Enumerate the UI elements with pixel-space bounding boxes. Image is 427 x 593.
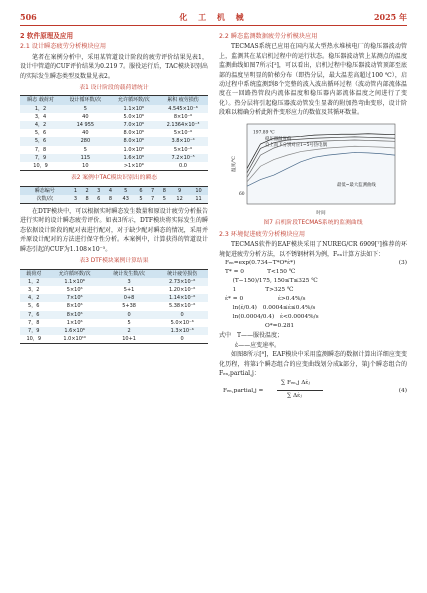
table-cell: 5 — [139, 195, 143, 202]
table-cell: 5，6 — [34, 130, 47, 137]
table-cell: 1×10⁶ — [66, 319, 83, 326]
table-header-cell: 允许循环数/次 — [117, 97, 150, 104]
table-cell: 5×10⁶ — [66, 286, 83, 293]
table-cell: 3，4 — [34, 113, 47, 120]
table1-caption: 表1 设计阶段的载荷谱统计 — [79, 85, 149, 92]
table-cell: 3 — [97, 187, 101, 194]
table-row — [20, 319, 208, 327]
table-cell: 115 — [80, 154, 91, 161]
table-cell: 7 — [151, 195, 155, 202]
table-cell: 4.545×10⁻⁶ — [168, 105, 198, 112]
table-row — [20, 302, 208, 310]
figure7-chart — [231, 120, 399, 216]
table-cell: 5×10⁻⁶ — [173, 146, 193, 153]
table-cell: 5.0×10⁶ — [123, 113, 145, 120]
table-cell: 3，2 — [28, 286, 40, 293]
table3 — [20, 269, 208, 345]
table-cell: 5，6 — [28, 303, 40, 310]
table-row — [20, 105, 208, 113]
table-cell: 7，8 — [34, 146, 47, 153]
table-cell: 4 — [108, 187, 113, 194]
equation-line: T* = 0 T<150 ℃ — [225, 269, 296, 276]
table-cell: 8 — [162, 187, 166, 194]
table-row — [20, 327, 208, 335]
plot-area — [247, 124, 395, 204]
line-chart — [231, 120, 399, 216]
paragraph: TECMAS系统已应用在国内某大型热水堆核电厂的稳压器波动管上，监测其在某启机过程中的运行状态。稳压器波动管上某测点的温度监测曲线如图7所示[²]，可以看出，启机过程中稳压器波动管顶部至底部的温度呈明显的阶梯分布（即热分层，最大温差高超过100 ℃），启动过程中系统监测到8个完整的波入波出循环过程（波动管内部流体温度在一回路热管段内流体温度和稳压器内部流体温度之间进行了变化）。热分层将引起稳压器波动管发生显著的附加热弯曲变形，设计阶段难以精确分析此附件变形应力的数值及其循环数量。 — [219, 43, 407, 117]
table-cell: 10，9 — [33, 163, 48, 170]
equation-3 — [219, 259, 407, 331]
table-cell: 8.0×10⁶ — [123, 130, 145, 137]
equation-lhs: Fₑₙ,partial,j = — [223, 388, 264, 395]
table-cell: 5.0×10⁻⁶ — [170, 319, 194, 326]
equation-number: (4) — [398, 388, 407, 395]
table-row — [20, 335, 208, 344]
where-clause — [219, 331, 407, 340]
table-header-cell: 统计疲劳损伤 — [167, 270, 198, 277]
table-cell: 9 — [177, 187, 182, 194]
table-cell: 1，2 — [28, 278, 40, 285]
table-cell: 7×10⁶ — [66, 295, 83, 302]
table-cell: 12 — [176, 195, 183, 202]
table-row — [20, 113, 208, 121]
table2-row-label: 瞬态编号 — [34, 187, 55, 194]
table-cell: 7，6 — [28, 311, 40, 318]
table-cell: 1 — [73, 187, 78, 194]
subsection-heading: 2.2 瞬态监测数据疲劳分析模块应用 — [219, 33, 318, 40]
table-cell: 0 — [127, 311, 131, 318]
page-header — [20, 12, 407, 26]
table-cell: 8 — [108, 195, 113, 202]
table-cell: 1.0×10⁶ — [123, 146, 145, 153]
equation-line: 1 T>325 ℃ — [225, 287, 294, 294]
equation-denominator: ∑ Δε̇ⱼ — [287, 393, 302, 400]
table-cell: >1×10⁹ — [123, 163, 144, 170]
chart-annotation: 最低~最大监测曲线 — [337, 182, 376, 188]
subsection-heading: 2.1 设计瞬态疲劳分析模块应用 — [20, 43, 107, 51]
equation-line: ε̇* = 0 ε̇>0.4%/s — [225, 296, 306, 303]
table-row — [20, 137, 208, 145]
table1 — [20, 95, 208, 171]
table-cell: 1，2 — [34, 105, 47, 112]
table-cell: 3 — [73, 195, 78, 202]
table-cell: 280 — [80, 138, 91, 145]
equation-line: Fₑₙ=exp(0.734−T*O*ε̇*) — [225, 260, 296, 267]
journal-year: 2025 年 — [373, 12, 407, 22]
table3-caption: 表3 DTF模块案例计算结果 — [79, 258, 149, 265]
y-axis-label: 温度/℃ — [232, 155, 237, 172]
table-row — [20, 154, 208, 162]
table2 — [20, 186, 208, 204]
table-cell: 8 — [85, 195, 89, 202]
chart-annotation: 60 — [239, 191, 245, 197]
table-cell: 6 — [139, 187, 143, 194]
table-cell: 4，2 — [28, 295, 40, 302]
table-cell: 0 — [180, 336, 184, 343]
table2-caption: 表2 案例中TAC模块识别出的瞬态 — [70, 175, 158, 182]
table-cell: 5.38×10⁻⁶ — [168, 303, 196, 310]
table-cell: 3.8×10⁻⁴ — [171, 138, 195, 145]
equation-line: O*=0.281 — [265, 323, 295, 330]
paragraph: TECMAS软件的EAF模块采用了NUREG/CR 6909[⁷]推荐的环境促进疲劳分析方法，以不锈钢材料为例，Fₑₙ计算方法如下： — [219, 241, 407, 258]
table-cell: 5，6 — [34, 138, 47, 145]
equation-numerator: ∑ Fₑₙ,j Δε̇ⱼ — [281, 380, 310, 387]
table-cell: 5×10⁻⁶ — [173, 130, 193, 137]
where-label: 式中 — [219, 332, 232, 340]
table-cell: 4，2 — [34, 122, 47, 129]
table-cell: 40 — [82, 113, 89, 120]
section-heading: 2 软件原理及应用 — [20, 32, 74, 40]
fraction-bar — [277, 390, 323, 391]
header-rule — [20, 25, 407, 26]
table-cell: 2 — [85, 187, 89, 194]
table-header-cell: 瞬态 载荷对 — [27, 97, 54, 104]
chart-annotation: 稳压器温度值 — [265, 136, 292, 142]
table-cell: 5 — [162, 195, 166, 202]
table-cell: 1.14×10⁻⁶ — [168, 295, 196, 302]
table-cell: 5 — [83, 105, 87, 112]
table-cell: 1.3×10⁻⁶ — [170, 327, 194, 334]
table-cell: 8.0×10⁶ — [123, 138, 145, 145]
table-cell: 10，9 — [26, 336, 41, 343]
table-cell: 7，9 — [28, 327, 40, 334]
table-cell: 5 — [124, 187, 128, 194]
table-row — [20, 162, 208, 171]
table-row — [20, 286, 208, 294]
table-cell: 14 955 — [76, 122, 95, 129]
equation-line: ln(0.0004/0.4) ε̇<0.0004%/s — [225, 314, 319, 321]
table-cell: 1.20×10⁻⁶ — [168, 286, 196, 293]
table2-row-label: 次数/次 — [36, 195, 54, 202]
table-cell: 7，9 — [34, 154, 47, 161]
table-header-cell: 累积 疲劳损伤 — [167, 97, 199, 104]
table-row — [20, 278, 208, 286]
table-cell: 8×10⁶ — [66, 303, 83, 310]
equation-line: (T−150)/175, 150≤T≤325 ℃ — [225, 278, 318, 285]
journal-title: 化 工 机 械 — [179, 12, 248, 22]
table-cell: 11 — [195, 195, 202, 202]
table-row — [20, 294, 208, 302]
table-cell: 40 — [82, 130, 89, 137]
table-cell: 0 — [180, 311, 184, 318]
table-cell: 10 — [82, 163, 89, 170]
table-cell: 8×10⁶ — [66, 311, 83, 318]
table-cell: 2.1364×10⁻³ — [166, 122, 200, 129]
table-cell: 7.2×10⁻⁵ — [171, 154, 195, 161]
table-header-cell: 载荷对 — [26, 270, 42, 277]
table-cell: 1.1×10⁶ — [123, 105, 145, 112]
equation-number: (3) — [398, 260, 407, 267]
table-cell: 7 — [151, 187, 155, 194]
table-row — [20, 311, 208, 319]
table-cell: 6 — [97, 195, 101, 202]
paragraph: 如图8所示[⁸]，EAF模块中采用监测瞬态的数据计算出详细应变变化历程，将第i个瞬态组合的应变曲线划分成k部分，第j个瞬态组合的Fₑₙ,partial,j： — [219, 351, 407, 377]
page-number: 506 — [20, 12, 37, 22]
equation-line: ln(ε̇/0.4) 0.0004≤ε̇≤0.4%/s — [225, 305, 316, 312]
chart-annotation: 197.89 ℃ — [253, 129, 275, 135]
table-cell: 1.6×10⁶ — [123, 154, 145, 161]
table-row — [20, 129, 208, 137]
where-T: T——服役温度； — [236, 332, 283, 340]
table-cell: 10+1 — [122, 336, 136, 343]
table-header-cell: 设计循环数/次 — [69, 97, 102, 104]
table-cell: 8×10⁻⁶ — [173, 113, 193, 120]
table-header-cell: 统计发生数/次 — [113, 270, 145, 277]
figure7-caption: 图7 启机阶段TECMAS系统的监测曲线 — [263, 219, 363, 226]
table-row — [20, 146, 208, 154]
table-cell: 2.73×10⁻⁶ — [168, 278, 196, 285]
equation-4 — [219, 378, 407, 406]
table-cell: 5 — [83, 146, 87, 153]
table-cell: 5 — [127, 319, 131, 326]
right-column — [219, 32, 407, 406]
table-cell: 1.1×10⁶ — [64, 278, 85, 285]
table-cell: 1.6×10⁶ — [64, 327, 85, 334]
paragraph: 在DTF模块中，可以根据实时瞬态发生数量和原设计疲劳分析报告进行实时的设计瞬态疲劳评价。如表3所示，DTF模块将实际发生的瞬态依据设计阶段的配对表进行配对，对于缺少配对瞬态的情况，采用并并原设计配对的方法进行保守性分析。本案例中，计算获得的管道设计瞬态引起的CUF为1.108×10⁻⁵。 — [20, 208, 208, 253]
left-column — [20, 32, 208, 344]
table-cell: 0.0 — [179, 163, 187, 170]
table-cell: 1.0×10¹⁰ — [63, 336, 86, 343]
table-cell: 10 — [195, 187, 202, 194]
paragraph: 笔者在案例分析中，采用某管道设计阶段的疲劳评价结果见表1，设计中管道的CUF评价结果为0.219 7。服役运行后，TAC模块识别出的实际发生瞬态类型及数量见表2。 — [20, 53, 208, 80]
table-cell: 7，8 — [28, 319, 40, 326]
table-header-cell: 允许循环数/次 — [58, 270, 91, 277]
table-cell: 5+1 — [123, 286, 135, 293]
chart-annotation: 自上而下分别对应1~5号热电偶 — [265, 142, 327, 148]
where-e: ε̇——应变速率。 — [235, 341, 281, 349]
table-cell: 7.0×10⁶ — [123, 122, 145, 129]
table-cell: 3 — [127, 278, 131, 285]
subsection-heading: 2.3 环境促进疲劳分析模块应用 — [219, 231, 306, 239]
table-cell: 2 — [127, 327, 131, 334]
x-axis-label: 时间 — [316, 210, 326, 216]
table-cell: 0+8 — [123, 295, 135, 302]
table-row — [20, 121, 208, 129]
table-cell: 43 — [122, 195, 129, 202]
table-cell: 5+38 — [122, 303, 136, 310]
